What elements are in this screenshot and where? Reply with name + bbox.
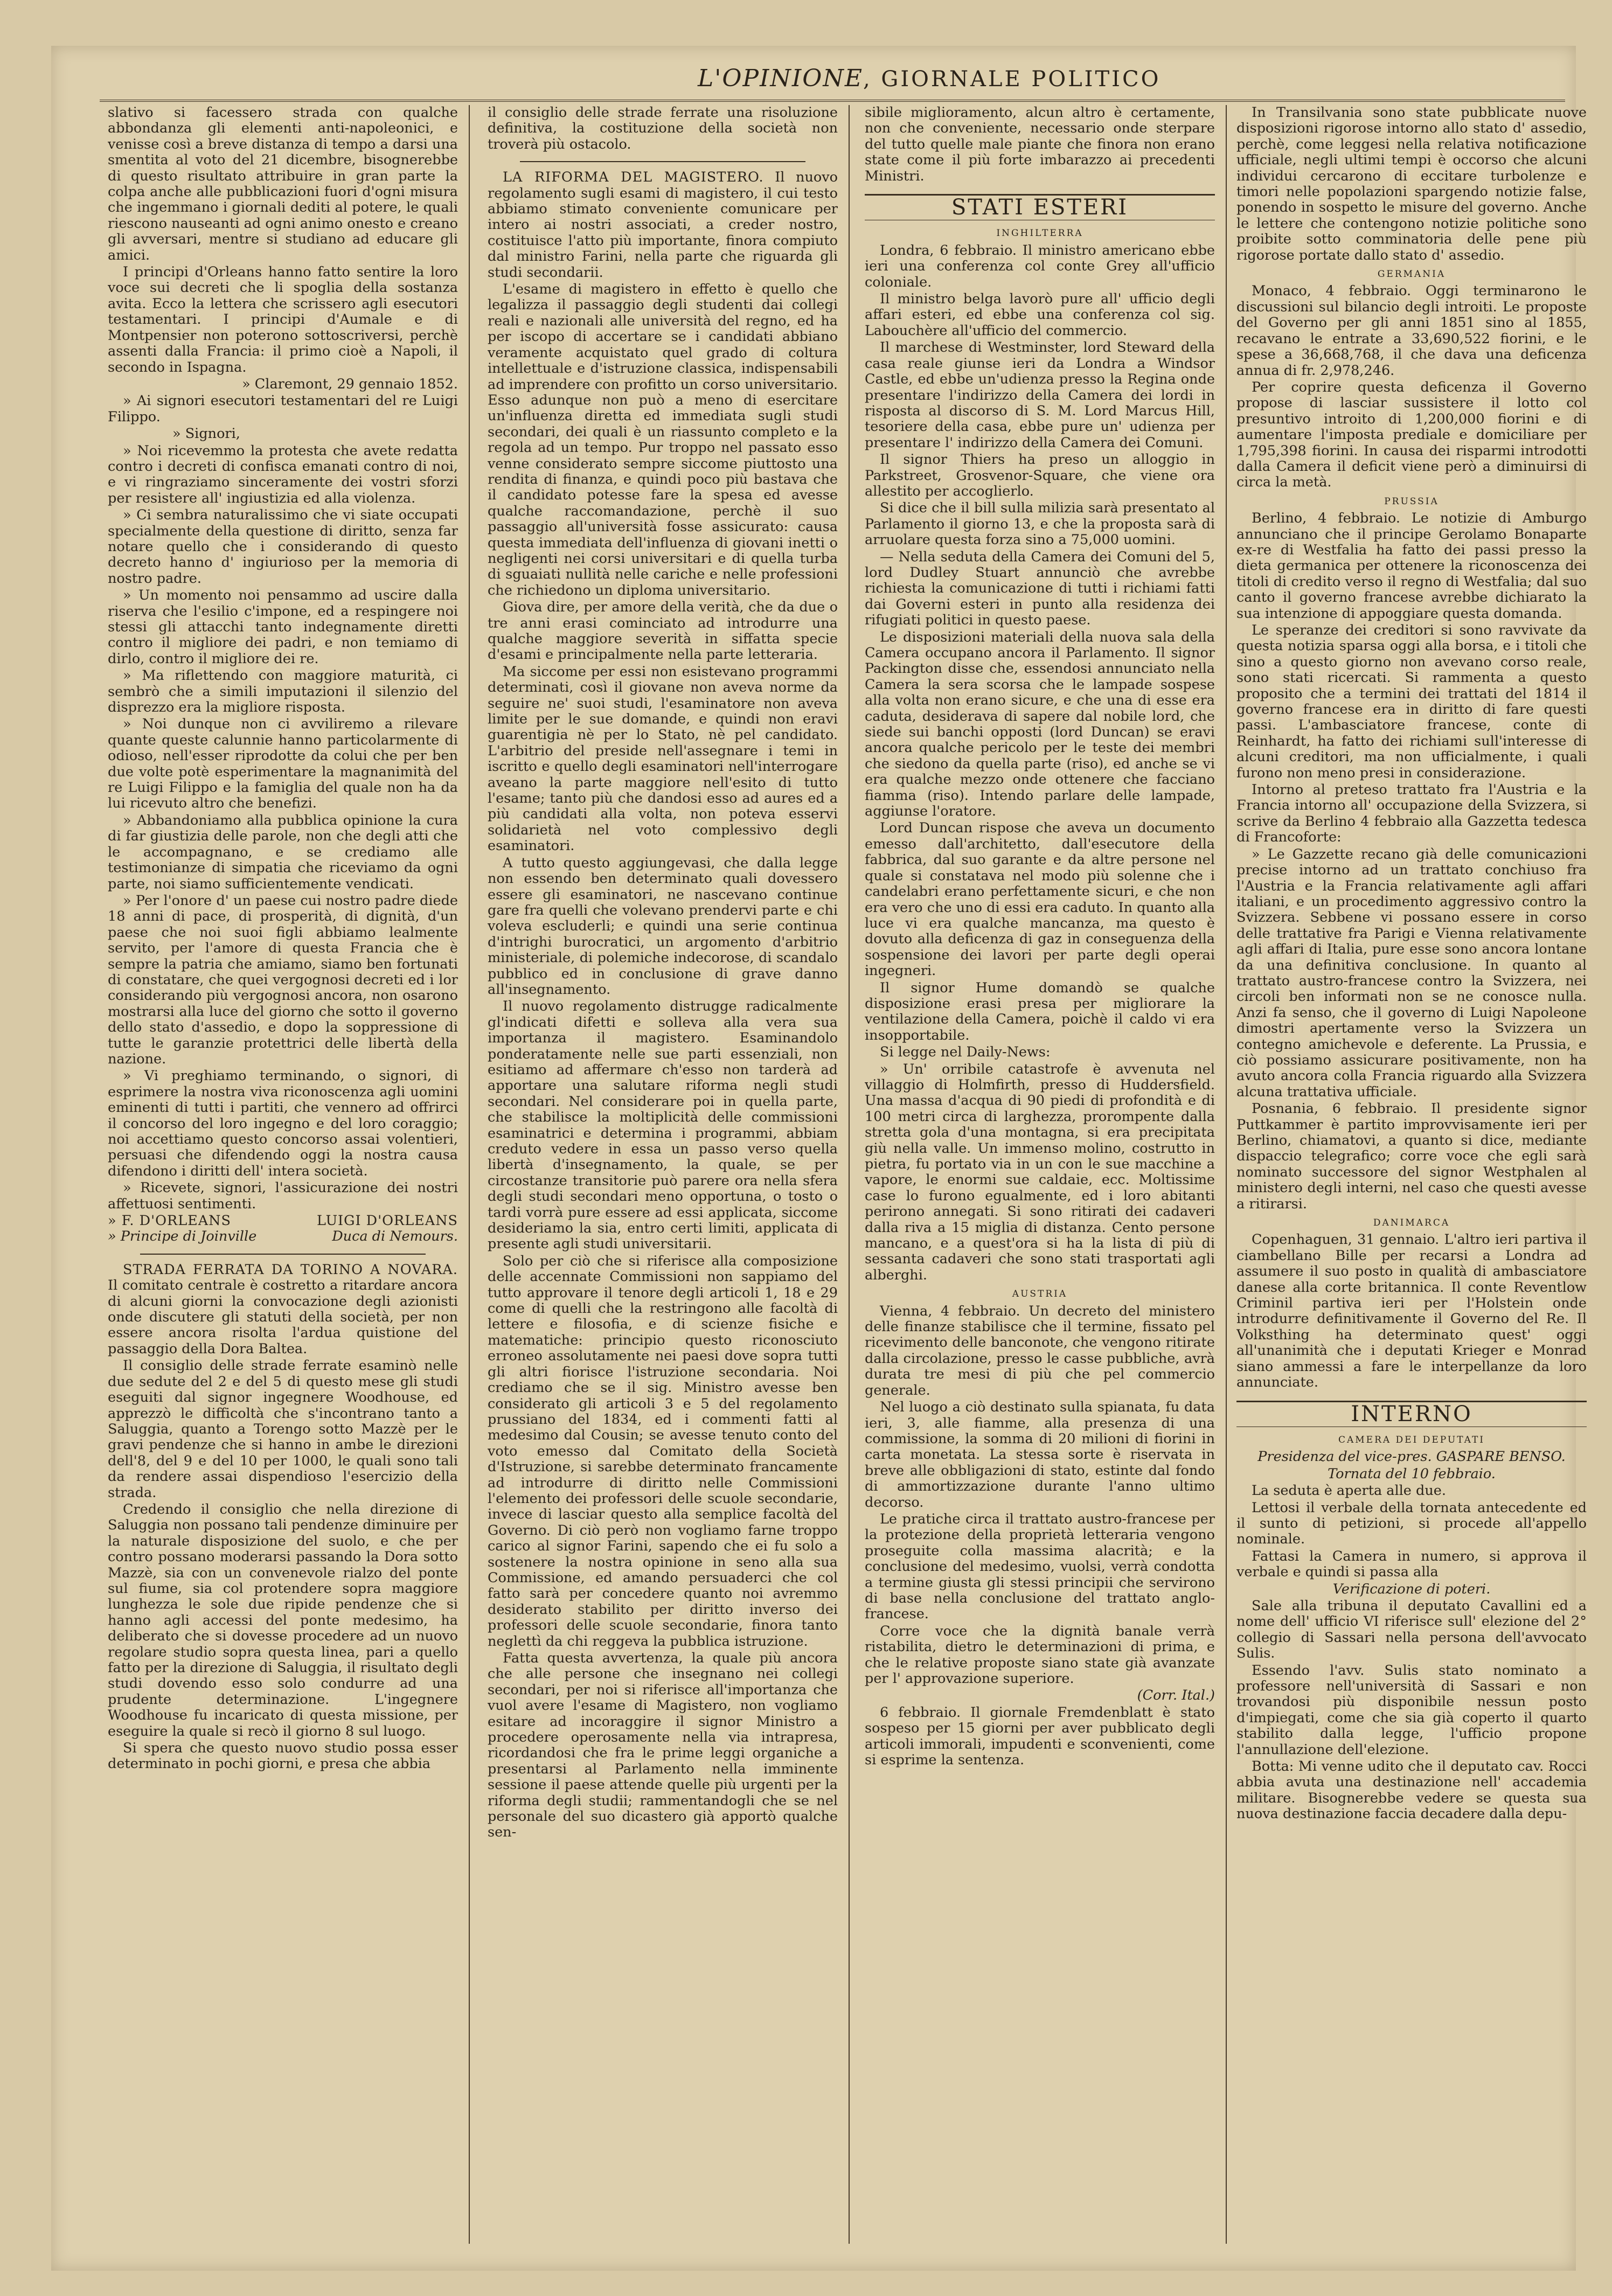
paragraph: Le pratiche circa il trattato austro-francese per la protezione della proprietà letteraria vengono proseguite colla massima alacrità; e la conclusione del medesimo, vuolsi, verrà condotta a termine giusta gli stessi principii che servirono di base nella conclusione del trattato anglo-francese.: [865, 1511, 1215, 1623]
paragraph: » Abbandoniamo alla pubblica opinione la cura di far giustizia delle parole, non che degli atti che le accompagnano, e se crediamo alle testimonianze di simpatia che riceviamo da ogni parte, noi siamo sufficientemente vendicati.: [108, 812, 458, 892]
country-heading: GERMANIA: [1377, 269, 1446, 280]
paragraph: Fattasi la Camera in numero, si approva il verbale e quindi si passa alla: [1236, 1548, 1587, 1581]
source-credit: (Corr. Ital.): [1137, 1687, 1215, 1704]
masthead-title-italic: L'OPINIONE: [698, 65, 863, 92]
letter-date: » Claremont, 29 gennaio 1852.: [242, 375, 458, 392]
paragraph: Solo per ciò che si riferisce alla composizione delle accennate Commissioni non sappiamo del tutto approvare il tenore degli articoli 1, 18 e 29 come di quelli che la restringono alle facoltà di lettere e filosofia, e di scienze fisiche e matematiche: principio questo riconosciuto erroneo assolutamente nei paesi dove sopra tutti gli altri fiorisce l'istruzione secondaria. Noi crediamo che se il sig. Ministro avesse ben considerato gli articoli 3 e 5 del regolamento prussiano del 1834, ed i commenti fatti al medesimo dal Cousin; se avesse tenuto conto del voto emesso dal Comitato della Società d'Istruzione, si sarebbe determinato francamente ad introdurre di diritto nelle Commissioni l'elemento dei professori delle scuole secondarie, invece di lasciar questo alla semplice facoltà del Governo. Di ciò però non vogliamo farne troppo carico al signor Farini, sapendo che ei fu solo a sostenere la nostra opinione in seno alla sua Commissione, ed amando persuaderci che col fatto sarà per concedere quanto noi avremmo desiderato stabilito per diritto inverso dei professori delle scuole secondarie, finora tanto neglettì da chi reggeva la pubblica istruzione.: [488, 1253, 838, 1650]
paragraph: La seduta è aperta alle due.: [1252, 1483, 1446, 1499]
column-divider: [849, 105, 850, 2244]
paragraph: Lord Duncan rispose che aveva un documento emesso dall'architetto, dall'esecutore della fabbrica, dal suo garante e da altre persone nel quale si constatava nel modo più solenne che i candelabri erano perfettamente sicuri, e che non era vero che uno di essi era caduto. In quanto alla luce vi era qualche mancanza, ma questo è dovuto alla deficenza di gaz in conseguenza della sospensione dei lavori per parte degli operai ingegneri.: [865, 820, 1215, 979]
column-divider: [1226, 105, 1227, 2244]
paragraph: Il nuovo regolamento sugli esami di magistero, il cui testo abbiamo stimato conveniente comunicare per intero ai nostri associati, a creder nostro, costituisce l'atto più importante, finora compiuto dal ministro Farini, nella parte che riguarda gli studi secondarii.: [488, 169, 838, 281]
paragraph: Il consiglio delle strade ferrate esaminò nelle due sedute del 2 e del 5 di questo mese gli studi eseguiti dal signor ingegnere Woodhouse, ed apprezzò le difficoltà che s'incontrano tanto a Saluggia, quanto a Torengo sotto Mazzè per le gravi pendenze che si hanno in ambe le direzioni dell'8, del 9 e del 10 per 1000, le quali sono tali da rendere assai dispendioso l'esercizio della strada.: [108, 1358, 458, 1501]
newspaper-page: [51, 46, 1587, 2271]
presidency-line: Presidenza del vice-pres. GASPARE BENSO.: [1257, 1449, 1566, 1465]
paragraph: 6 febbraio. Il giornale Fremdenblatt è stato sospeso per 15 giorni per aver pubblicato degli articoli immorali, impudenti e sconvenienti, come si esprime la sentenza.: [865, 1704, 1215, 1769]
session-date: Tornata del 10 febbraio.: [1328, 1465, 1496, 1482]
column-2: [488, 105, 838, 2249]
paragraph: Intorno al preteso trattato fra l'Austria e la Francia intorno all' occupazione della Svizzera, si scrive da Berlino 4 febbraio alla Gazzetta tedesca di Francoforte:: [1236, 782, 1587, 846]
letter-salutation: » Signori,: [172, 426, 240, 442]
country-heading: DANIMARCA: [1373, 1217, 1450, 1229]
paragraph: Il comitato centrale è costretto a ritardare ancora di alcuni giorni la convocazione degli azionisti onde discutere gli statuti della società, per non essere ancora risolta l'ardua quistione del passaggio della Dora Baltea.: [108, 1277, 458, 1357]
paragraph: Si spera che questo nuovo studio possa esser determinato in pochi giorni, e presa che abbia: [108, 1740, 458, 1772]
paragraph: Copenhaguen, 31 gennaio. L'altro ieri partiva il ciambellano Bille per recarsi a Londra ad assumere il suo posto in qualità di ambasciatore danese alla corte britannica. Il conte Reventlow Criminil partiva ieri per l'Holstein onde introdurre definitivamente il Governo del Re. Il Volksthing ha determinato quest' oggi all'unanimità che i deputati Krieger e Monrad siano ammessi a fare le interpellanze da loro annunciate.: [1236, 1232, 1587, 1391]
paragraph: » Noi dunque non ci avviliremo a rilevare quante queste calunnie hanno particolarmente di odioso, nell'esser riprodotte da colui che per ben due volte potè esperimentare la magnanimità del re Luigi Filippo e la famiglia del quale non ha da lui ricevuto altro che benefizi.: [108, 716, 458, 812]
section-rule: [140, 1254, 426, 1255]
paragraph: Nel luogo a ciò destinato sulla spianata, fu data ieri, 3, alle fiamme, alla presenza di una commissione, la somma di 20 milioni di fiorini in carta monetata. La stessa sorte è riservata in breve alle obbligazioni di stato, estinte dal fondo di ammortizzazione durante l'anno ultimo decorso.: [865, 1399, 1215, 1511]
paragraph: » Noi ricevemmo la protesta che avete redatta contro i decreti di confisca emanati contro di noi, e vi ringraziamo sinceramente dei vostri sforzi per resistere all' ingiustizia ed alla violenza.: [108, 442, 458, 506]
paragraph: In Transilvania sono state pubblicate nuove disposizioni rigorose intorno allo stato d' assedio, perchè, come leggesi nella relativa notificazione ufficiale, negli ultimi tempi è occorso che alcuni individui cercarono di eccitare turbolenze e timori nelle popolazioni spargendo notizie false, ponendo in sospetto le misure del governo. Anche le lettere che contengono notizie politiche sono proibite sotto comminatoria delle pene più rigorose portate dallo stato d' assedio.: [1236, 105, 1587, 263]
country-heading: PRUSSIA: [1384, 496, 1439, 507]
country-heading: INGHILTERRA: [996, 228, 1083, 239]
paragraph: » Per l'onore d' un paese cui nostro padre diede 18 anni di pace, di prosperità, di dignità, d'un paese che noi suoi figli abbiamo lealmente servito, per l'amore di questa Francia che è sempre la patria che amiamo, siamo ben fortunati di constatare, che quei vergognosi decreti ed i lor considerando più vergognosi ancora, non osarono mostrarsi alla luce del giorno che sotto il governo dello stato d'assedio, e dopo la soppressione di tutte le garanzie protettrici delle libertà della nazione.: [108, 892, 458, 1067]
paragraph: Botta: Mi venne udito che il deputato cav. Rocci abbia avuta una destinazione nell' accademia militare. Bisognerebbe vedere se questa sua nuova destinazione faccia decadere dalla depu-: [1236, 1758, 1587, 1822]
paragraph: Il ministro belga lavorò pure all' ufficio degli affari esteri, ed ebbe una conferenza col sig. Labouchère all'ufficio del commercio.: [865, 291, 1215, 339]
paragraph: il consiglio delle strade ferrate una risoluzione definitiva, la costituzione della società non troverà più ostacolo.: [488, 105, 838, 152]
paragraph: Corre voce che la dignità banale verrà ristabilita, dietro le determinazioni di prima, e che le relative proposte siano state già avanzate per l' approvazione superiore.: [865, 1623, 1215, 1687]
signature: » F. D'ORLEANS: [108, 1213, 231, 1229]
paragraph: Per coprire questa deficenza il Governo propose di lasciar sussistere il lotto col presuntivo introito di 1,200,000 fiorini e di aumentare l'imposta prediale e domiciliare per 1,795,398 fiorini. In causa dei risparmi introdotti dalla Camera il deficit viene però a diminuirsi di circa la metà.: [1236, 379, 1587, 491]
paragraph: » Ricevete, signori, l'assicurazione dei nostri affettuosi sentimenti.: [108, 1180, 458, 1212]
paragraph: Posnania, 6 febbraio. Il presidente signor Puttkammer è partito improvvisamente ieri per Berlino, chiamatovi, a quanto si dice, mediante dispaccio telegrafico; corre voce che egli sarà nominato successore del signor Westphalen al ministero degli interni, nel caso che questi avesse a ritirarsi.: [1236, 1101, 1587, 1212]
paragraph: A tutto questo aggiungevasi, che dalla legge non essendo ben determinato quali dovessero essere gli esaminatori, ne nascevano continue gare fra quelli che volevano prendervi parte e chi voleva escluderli; e quindi una serie continua d'intrighi burocratici, un argomento d'arbitrio ministeriale, di polemiche indecorose, di scandalo pubblico ed in conclusione di grave danno all'insegnamento.: [488, 854, 838, 998]
paragraph: slativo si facessero strada con qualche abbondanza gli elementi anti-napoleonici, e venisse così a breve distanza di tempo a darsi una smentita al voto del 21 dicembre, bisognerebbe di questo risultato attribuire in gran parte la colpa anche alle pubblicazioni fuori d'ogni misura che ingemmano i giornali dediti al potere, le quali riescono nauseanti ad ogni animo onesto e creano gli avversari, mentre si studiano ad educare gli amici.: [108, 105, 458, 263]
top-rule: [100, 100, 1565, 102]
article-heading: LA RIFORMA DEL MAGISTERO.: [503, 169, 764, 186]
agenda-item: Verificazione di poteri.: [1332, 1581, 1491, 1597]
paragraph: Sale alla tribuna il deputato Cavallini ed a nome dell' ufficio VI riferisce sull' elezione del 2° collegio di Sassari nella persona dell'avvocato Sulis.: [1236, 1597, 1587, 1662]
paragraph: Lettosi il verbale della tornata antecedente ed il sunto di petizioni, si procede all'appello nominale.: [1236, 1499, 1587, 1548]
paragraph: Le speranze dei creditori si sono ravvivate da questa notizia sparsa oggi alla borsa, e i titoli che sino a questo giorno non avevano corso reale, sono stati ricercati. Si rammenta a questo proposito che a termini dei trattati del 1814 il governo francese era in diritto di fare questi passi. L'ambasciatore francese, conte di Reinhardt, ha fatto dei richiami sull'interesse di alcuni creditori, ma non ufficialmente, i quali furono non meno presi in considerazione.: [1236, 622, 1587, 781]
paragraph: » Le Gazzette recano già delle comunicazioni precise intorno ad un trattato conchiuso fra l'Austria e la Francia relativamente agli affari italiani, e un procedimento aggressivo contro la Svizzera. Sebbene vi possano essere in corso delle trattative fra Parigi e Vienna relativamente agli affari di Italia, pure esse sono ancora lontane da una definitiva conclusione. In quanto al trattato austro-francese contro la Svizzera, nei circoli ben informati non se ne conosce nulla. Anzi fa senso, che il governo di Luigi Napoleone dimostri apertamente verso la Svizzera un contegno amichevole e deferente. La Prussia, e ciò possiamo assicurare positivamente, non ha avuto ancora colla Francia riguardo alla Svizzera alcuna trattativa ufficiale.: [1236, 846, 1587, 1100]
signature-row: [108, 1213, 458, 1229]
signature: LUIGI D'ORLEANS: [317, 1213, 458, 1229]
masthead-title-rest: , GIORNALE POLITICO: [863, 67, 1161, 92]
paragraph: sibile miglioramento, alcun altro è certamente, non che conveniente, necessario onde sterpare del tutto quelle male piante che finora non erano state come il più forte imbarazzo ai precedenti Ministri.: [865, 105, 1215, 184]
letter-addressee: » Ai signori esecutori testamentari del re Luigi Filippo.: [108, 393, 458, 425]
paragraph: Il nuovo regolamento distrugge radicalmente gl'indicati difetti e solleva alla vera sua importanza il magistero. Esaminandolo ponderatamente nelle sue parti essenziali, non esitiamo ad affermare ch'esso non tarderà ad apportare una salutare riforma negli studi secondari. Nel considerare poi in quella parte, che stabilisce la moltiplicità delle commissioni esaminatrici e determina i programmi, abbiam creduto vedere in essa un passo verso quella libertà d'insegnamento, la quale, se per circostanze transitorie può parere ora nella sfera degli studi secondari meno opportuna, o tosto o tardi vorrà pure essere ad essi applicata, siccome desideriamo la sia, entro certi limiti, applicata di presente agli studi universitarii.: [488, 998, 838, 1253]
paragraph: Berlino, 4 febbraio. Le notizie di Amburgo annunciano che il principe Gerolamo Bonaparte ex-re di Westfalia ha fatto dei passi presso la dieta germanica per ottenere la riconoscenza dei titoli di credito verso il regno di Westfalia; dal suo canto il governo francese avrebbe dichiarato la sua intenzione di appoggiare questa domanda.: [1236, 510, 1587, 622]
paragraph: » Un momento noi pensammo ad uscire dalla riserva che l'esilio c'impone, ed a respingere noi stessi gli attacchi tanto indegnamente diretti contro il migliore dei padri, e non temiamo di dirlo, contro il migliore dei re.: [108, 587, 458, 667]
paragraph: Ma siccome per essi non esistevano programmi determinati, così il giovane non aveva norme da seguire ne' suoi studi, l'esaminatore non aveva limite per le sue domande, e quindi non eravi guarentigia nè per lo Stato, nè pel candidato. L'arbitrio del preside nell'assegnare i temi in iscritto e quello degli esaminatori nell'interrogare aveano la parte maggiore nell'esito di tutto l'esame; tanto più che dandosi esso ad aures ed a più candidati alla volta, non poteva esservi solidarietà nel voto complessivo degli esaminatori.: [488, 663, 838, 854]
paragraph: Credendo il consiglio che nella direzione di Saluggia non possano tali pendenze diminuire per la naturale disposizione del suolo, e che per contro possano moderarsi passando la Dora sotto Mazzè, sia con un convenevole rialzo del ponte sul fiume, sia col protendere sopra maggiore lunghezza le sole due ripide pendenze che si hanno agli accessi del ponte medesimo, ha deliberato che si dovesse procedere ad un nuovo regolare studio sopra questa linea, pari a quello fatto per la direzione di Saluggia, il risultato degli studi dovendo esso solo condurre ad una prudente determinazione. L'ingegnere Woodhouse fu incaricato di questa missione, per eseguire la quale si recò il giorno 8 sul luogo.: [108, 1501, 458, 1740]
signature-titles-row: [108, 1229, 458, 1244]
paragraph: Giova dire, per amore della verità, che da due o tre anni erasi cominciato ad introdurre una qualche maggiore severità in siffatta specie d'esami e principalmente nella parte letteraria.: [488, 599, 838, 663]
column-4: [1236, 105, 1587, 2249]
section-rule: [520, 161, 805, 162]
paragraph: — Nella seduta della Camera dei Comuni del 5, lord Dudley Stuart annunciò che avrebbe richiesta la comunicazione di tutti i richiami fatti dai Governi esteri in punto alla residenza dei rifugiati politici in questo paese.: [865, 548, 1215, 629]
masthead: [698, 65, 1236, 92]
column-1: [108, 105, 458, 2249]
paragraph: Essendo l'avv. Sulis stato nominato a professore nell'università di Sassari e non trovandosi più disponibile nessun posto d'impiegati, come che sia già coperto il quarto stabilito dalla legge, l'ufficio propone l'annullazione dell'elezione.: [1236, 1662, 1587, 1758]
subsection-heading: CAMERA DEI DEPUTATI: [1338, 1434, 1485, 1445]
paragraph: Monaco, 4 febbraio. Oggi terminarono le discussioni sul bilancio degli introiti. Le proposte del Governo per gli anni 1851 sino al 1855, recavano le entrate a 33,690,522 fiorini, e le spese a 36,668,768, il che dava una deficenza annua di fr. 2,978,246.: [1236, 283, 1587, 379]
article-heading: STRADA FERRATA DA TORINO A NOVARA.: [123, 1261, 458, 1278]
signature-title: Duca di Nemours.: [332, 1228, 458, 1245]
section-heading-stati-esteri: STATI ESTERI: [865, 194, 1215, 220]
paragraph: Fatta questa avvertenza, la quale più ancora che alle persone che insegnano nei collegi secondari, per noi si riferisce all'importanza che vuol avere l'esame di Magistero, non vogliamo esitare ad incoraggire il signor Ministro a procedere operosamente nella via intrapresa, ricordandosi che fra le prime leggi organiche a presentarsi al Parlamento nella imminente sessione il paese attende quelle più urgenti per la riforma degli studii; rammentandogli che se nel personale del suo dicastero già apportò qualche sen-: [488, 1650, 838, 1841]
paragraph: Il signor Hume domandò se qualche disposizione erasi presa per migliorare la ventilazione della Camera, poichè il caldo vi era insopportabile.: [865, 979, 1215, 1043]
country-heading: AUSTRIA: [1012, 1289, 1068, 1300]
paragraph: Si legge nel Daily-News:: [880, 1044, 1051, 1061]
paragraph: Si dice che il bill sulla milizia sarà presentato al Parlamento il giorno 13, e che la proposta sarà di arruolare questa forza sino a 75,000 uomini.: [865, 500, 1215, 548]
paragraph: Il signor Thiers ha preso un alloggio in Parkstreet, Grosvenor-Square, che viene ora allestito per accoglierlo.: [865, 451, 1215, 499]
paragraph: Vienna, 4 febbraio. Un decreto del ministero delle finanze stabilisce che il termine, fissato pel ricevimento delle banconote, che vengono ritirate dalla circolazione, presso le casse pubbliche, avrà durata tre mesi di più che pel commercio generale.: [865, 1303, 1215, 1399]
paragraph: I principi d'Orleans hanno fatto sentire la loro voce sui decreti che li spoglia della sostanza avita. Ecco la lettera che scrissero agli esecutori testamentari. I principi d'Aumale e di Montpensier non poterono sottoscriversi, perchè assenti dalla Francia: il primo cioè a Napoli, il secondo in Ispagna.: [108, 264, 458, 375]
section-heading-interno: INTERNO: [1236, 1401, 1587, 1427]
paragraph: » Un' orribile catastrofe è avvenuta nel villaggio di Holmfirth, presso di Huddersfield. Una massa d'acqua di 90 piedi di profondità e di 100 metri circa di larghezza, prorompente dalla stretta gola d'una montagna, si era precipitata giù nella valle. Un immenso molino, costrutto in pietra, fu portato via in un con le sue macchine a vapore, le enormi sue caldaie, ecc. Moltissime case lo furono egualmente, ed i loro abitanti perirono annegati. Si sono ritirati dei cadaveri dalla riva a 15 miglia di distanza. Cento persone mancano, e a quest'ora si ha la lista di più di sessanta cadaveri che sono stati trasportati agli alberghi.: [865, 1061, 1215, 1283]
column-3: [865, 105, 1215, 2249]
paragraph: » Ma riflettendo con maggiore maturità, ci sembrò che a simili imputazioni il silenzio del disprezzo era la migliore risposta.: [108, 667, 458, 716]
paragraph: » Vi preghiamo terminando, o signori, di esprimere la nostra viva riconoscenza agli uomini eminenti di tutti i partiti, che vennero ad offrirci il concorso del loro ingegno e del loro coraggio; noi accettiamo questo concorso assai volentieri, persuasi che difendendo oggi la nostra causa difendono i diritti dell' intera società.: [108, 1068, 458, 1179]
column-divider: [469, 105, 470, 2244]
paragraph: Londra, 6 febbraio. Il ministro americano ebbe ieri una conferenza col conte Grey all'ufficio coloniale.: [865, 242, 1215, 290]
paragraph: L'esame di magistero in effetto è quello che legalizza il passaggio degli studenti dai collegi reali e nazionali alle università del regno, ed ha per iscopo di accertare se i candidati abbiano veramente acquistato quel grado di coltura intellettuale e d'istruzione classica, indispensabili ad imprendere con profitto un corso universitario. Esso adunque non può a meno di esercitare un'influenza diretta ed immediata sugli studi secondari, dei quali è un riassunto completo e la regola ad un tempo. Pur troppo nel passato esso venne considerato sempre siccome piuttosto una rendita di finanza, e quindi poco più bastava che il candidato potesse fare la spesa ed avesse qualche raccomandazione, perchè il suo passaggio all'università fosse assicurato: causa questa immediata dell'influenza di giovani inetti o negligenti nei corsi universitari e di quella turba di sguaiati nullità nelle cariche e nelle professioni che richiedono un diploma universitario.: [488, 281, 838, 599]
signature-title: » Principe di Joinville: [108, 1228, 257, 1245]
paragraph: » Ci sembra naturalissimo che vi siate occupati specialmente della questione di diritto, senza far notare quello che i considerando di questo decreto hanno d' ingiurioso per la memoria di nostro padre.: [108, 507, 458, 587]
paragraph: Le disposizioni materiali della nuova sala della Camera occupano ancora il Parlamento. Il signor Packington disse che, essendosi annunciato nella Camera la sera scorsa che le lampade sospese alla volta non erano sicure, e che una di esse era caduta, desiderava di sapere dal nobile lord, che siede sui banchi opposti (lord Duncan) se eravi ancora qualche pericolo per le teste dei membri che siedono da quella parte (riso), ed anche se vi era qualche mezzo onde ottenere che facciano fiamma (riso). Intendo parlare delle lampade, aggiunse l'oratore.: [865, 629, 1215, 820]
paragraph: Il marchese di Westminster, lord Steward della casa reale giunse ieri da Londra a Windsor Castle, ed ebbe un'udienza presso la Regina onde presentare l'indirizzo della Camera dei lordi in risposta al discorso di S. M. Lord Marcus Hill, tesoriere della casa, ebbe pure un' udienza per presentare l' indirizzo della Camera dei Comuni.: [865, 339, 1215, 451]
